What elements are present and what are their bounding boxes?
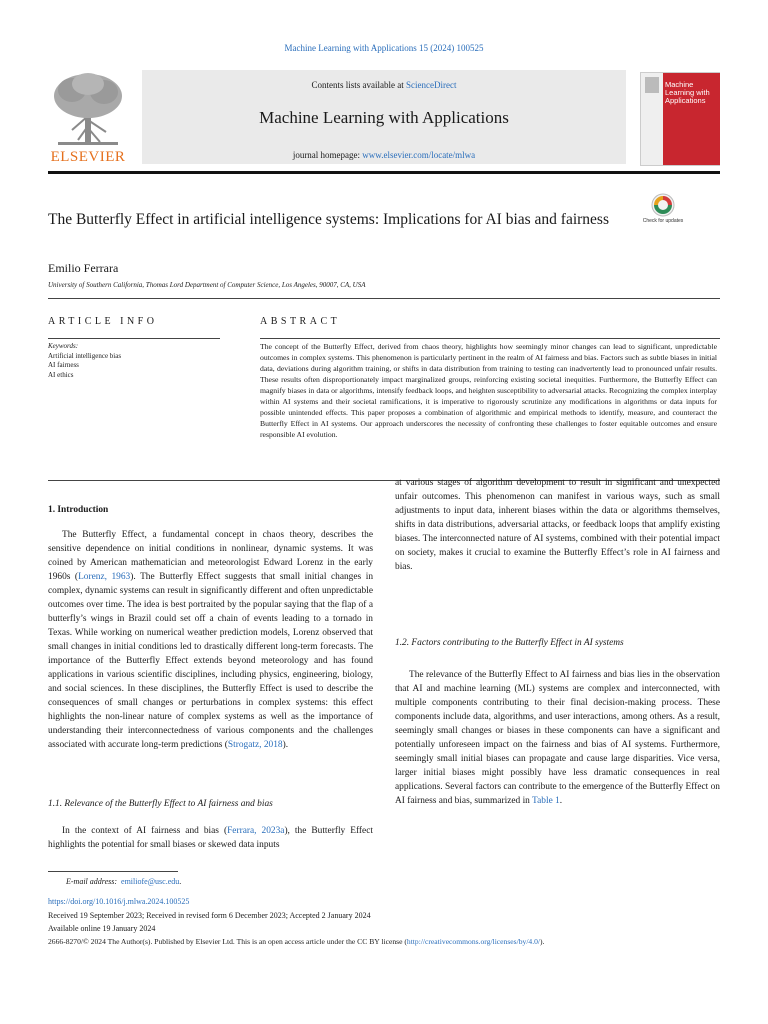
text-run: . (559, 796, 563, 806)
keyword-item: AI ethics (48, 370, 74, 379)
cover-elsevier-logo (645, 77, 659, 93)
text-run: The Butterfly Effect, a fundamental concept in chaos theory, describes the sensitive dependence on initial conditions in nonlinear, dynamic systems. It was coined by American mathematician and meteorologist Edward Lorenz in the early 1960s ( (48, 530, 373, 582)
abstract-heading: ABSTRACT (260, 316, 341, 327)
abstract-text: The concept of the Butterfly Effect, derived from chaos theory, highlights how seemingly minor changes can lead to significant, unpredictable outcomes in complex systems. This phenomenon is particularly pertinent in the realm of AI fairness and bias. Factors such as subtle biases in initial data, deviations during algorithm training, or shifts in data distribution from training to testing can inadvertently lead to pronounced unfair results. These results often disproportionately impact marginalized groups, reinforcing existing societal inequities. Furthermore, the Butterfly Effect can magnify biases in data or algorithms, intensify feedback loops, and heighten susceptibility to adversarial attacks. Recognizing the complex interplay within AI systems and their societal ramifications, it is imperative to rigorously scrutinize any modifications in algorithms or data inputs for possible unintended effects. This paper proposes a combination of algorithmic and empirical methods to identify, measure, and counteract the Butterfly Effect in AI systems. Our approach underscores the necessity of confronting these challenges to foster equitable outcomes and ensure responsible AI evolution. (260, 342, 717, 439)
article-info-rule (48, 338, 220, 339)
text-run: 2666-8270/© 2024 The Author(s). Published by Elsevier Ltd. This is an open access article under the CC BY license ( (48, 937, 407, 946)
sciencedirect-link[interactable]: ScienceDirect (406, 80, 457, 90)
footnote-rule (48, 871, 178, 872)
keyword-item: Artificial intelligence bias (48, 351, 122, 360)
available-online-date: Available online 19 January 2024 (48, 924, 156, 933)
author-name: Emilio Ferrara (48, 261, 119, 275)
text-run: ). The Butterfly Effect suggests that small initial changes in complex, dynamic systems can result in significantly different and often unpredictable outcomes over time. The idea is best portraited by the popular saying that the flap of a butterfly’s wings in Brazil could set off a chain of events leading to a tornado in Texas. While working on numerical weather prediction models, Lorenz observed that small changes in initial conditions led to drastically different long-term forecasts. The importance of the Butterfly Effect extends beyond meteorology and has found applications in various scientific disciplines, including physics, engineering, biology, and social sciences. In these disciplines, the Butterfly Effect is used to describe the consequences of small changes or perturbations in complex systems: this effect highlights the non-linear nature of complex systems as well as the importance of understanding their interconnectedness of various components and the challenges associated with accurate long-term predictions ( (48, 572, 374, 750)
citation-link[interactable]: Ferrara, 2023a (227, 826, 285, 836)
publisher-name: ELSEVIER (50, 149, 126, 165)
homepage-prefix: journal homepage: (292, 150, 363, 160)
abstract-rule (260, 338, 720, 339)
text-run: ). (282, 740, 289, 750)
keywords-label: Keywords: (48, 342, 79, 350)
email-footnote (66, 877, 181, 886)
license-link[interactable]: http://creativecommons.org/licenses/by/4.0/ (406, 937, 541, 946)
received-dates: Received 19 September 2023; Received in revised form 6 December 2023; Accepted 2 January 2024 (48, 911, 371, 920)
check-updates-icon (642, 193, 684, 229)
elsevier-tree-icon (48, 70, 128, 148)
section-heading-1-2: 1.2. Factors contributing to the Butterfly Effect in AI systems (395, 638, 624, 648)
journal-header-box (142, 70, 626, 164)
elsevier-logo[interactable] (48, 70, 128, 166)
section-heading-1-1: 1.1. Relevance of the Butterfly Effect to AI fairness and bias (48, 799, 273, 809)
article-title: The Butterfly Effect in artificial intelligence systems: Implications for AI bias and fairness (48, 211, 609, 228)
citation-link[interactable]: Lorenz, 1963 (78, 572, 131, 582)
article-info-heading: ARTICLE INFO (48, 316, 158, 327)
email-label: E-mail address: (66, 877, 118, 886)
section-heading-introduction: 1. Introduction (48, 505, 109, 515)
section-1-2-paragraph (395, 668, 720, 808)
text-run: at various stages of algorithm development to result in significant and unexpected unfair outcomes. This phenomenon can manifest in various ways, such as small adjustments to input data, inherent biases within the data or algorithms themselves, shifts in data distributions, adversarial attacks, or feedback loops that amplify existing biases. The interconnected nature of AI systems, combined with their potential impact on society, makes it crucial to examine the Butterfly Effect’s role in AI fairness and bias. (395, 478, 720, 572)
cover-title: Machine Learning with Applications (665, 80, 710, 105)
homepage-line (142, 150, 626, 160)
text-run: ). (540, 937, 545, 946)
masthead-divider (48, 171, 720, 174)
journal-cover-image[interactable] (640, 72, 720, 166)
section-1-1-paragraph (48, 824, 373, 852)
check-updates-label: Check for updates (642, 218, 684, 224)
keyword-item: AI fairness (48, 361, 79, 369)
doi-link[interactable]: https://doi.org/10.1016/j.mlwa.2024.100525 (48, 897, 190, 906)
check-for-updates-button[interactable] (642, 193, 684, 229)
text-run: In the context of AI fairness and bias ( (62, 826, 228, 836)
journal-title: Machine Learning with Applications (259, 108, 509, 127)
citation-link[interactable]: Strogatz, 2018 (227, 740, 283, 750)
text-run: The relevance of the Butterfly Effect to AI fairness and bias lies in the observation that AI and machine learning (ML) systems are complex and interconnected, with multiple components contributing to their final decision-making process. These components include data, algorithms, and user interactions, among others. As a result, seemingly small changes or biases in these components can have a significant and potentially unforeseen impact on the fairness and bias of AI systems. Furthermore, seemingly small initial biases can propagate and cause large disparities. Vice versa, larger initial biases might possibly have less dramatic consequences in real applications. Several factors can contribute to the emergence of the Butterfly Effect on AI fairness and bias, summarized in (395, 670, 720, 806)
section-1-1-continued-paragraph (395, 476, 720, 574)
table-reference-link[interactable]: Table 1 (532, 796, 560, 806)
contents-prefix: Contents lists available at (311, 80, 406, 90)
contents-line (142, 80, 626, 90)
copyright-notice (48, 937, 728, 946)
introduction-paragraph (48, 528, 373, 752)
title-divider (48, 298, 720, 299)
author-affiliation: University of Southern California, Thomas Lord Department of Computer Science, Los Angeles, 90007, CA, USA (48, 281, 366, 289)
journal-reference[interactable]: Machine Learning with Applications 15 (2024) 100525 (284, 43, 484, 53)
text-run: ), the Butterfly Effect highlights the potential for small biases or skewed data inputs (48, 826, 373, 850)
homepage-link[interactable]: www.elsevier.com/locate/mlwa (362, 150, 476, 160)
email-link[interactable]: emiliofe@usc.edu (121, 877, 180, 886)
keywords-block (48, 342, 220, 380)
journal-masthead (48, 70, 720, 166)
email-end: . (179, 877, 182, 886)
